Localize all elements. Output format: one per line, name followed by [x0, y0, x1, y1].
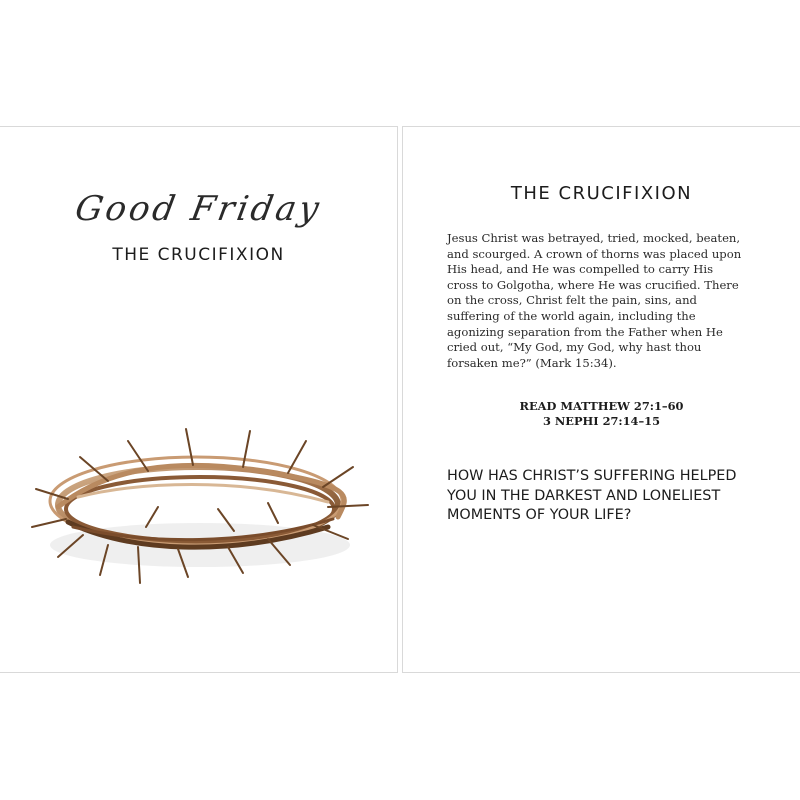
scripture-reading — [403, 399, 800, 429]
body-paragraph — [447, 231, 767, 371]
crown-of-thorns-image — [28, 427, 373, 587]
left-subtitle: THE CRUCIFIXION — [112, 245, 285, 265]
script-title: Good Friday — [72, 189, 325, 229]
crown-of-thorns-icon — [28, 427, 373, 587]
body-line: His head, and He was compelled to carry His — [447, 262, 714, 277]
body-line: Jesus Christ was betrayed, tried, mocked, beaten, — [447, 231, 741, 245]
body-line: suffering of the world again, including the — [447, 308, 696, 323]
reflection-question — [447, 467, 787, 526]
question-line: HOW HAS CHRIST’S SUFFERING HELPED — [447, 468, 737, 484]
question-line: YOU IN THE DARKEST AND LONELIEST — [447, 487, 721, 504]
reading-line: READ MATTHEW 27:1–60 — [519, 399, 684, 413]
right-card — [402, 126, 800, 673]
left-card — [0, 126, 398, 673]
body-line: forsaken me?” (Mark 15:34). — [447, 355, 617, 370]
body-line: on the cross, Christ felt the pain, sins, and — [447, 293, 697, 308]
body-line: and scourged. A crown of thorns was placed upon — [447, 246, 742, 261]
body-line: cross to Golgotha, where He was crucified. There — [447, 277, 739, 292]
question-line: MOMENTS OF YOUR LIFE? — [447, 507, 632, 523]
right-title: THE CRUCIFIXION — [510, 183, 693, 204]
body-line: cried out, “My God, my God, why hast thou — [447, 340, 702, 355]
body-line: agonizing separation from the Father when He — [447, 324, 723, 339]
reading-line: 3 NEPHI 27:14–15 — [542, 414, 661, 428]
